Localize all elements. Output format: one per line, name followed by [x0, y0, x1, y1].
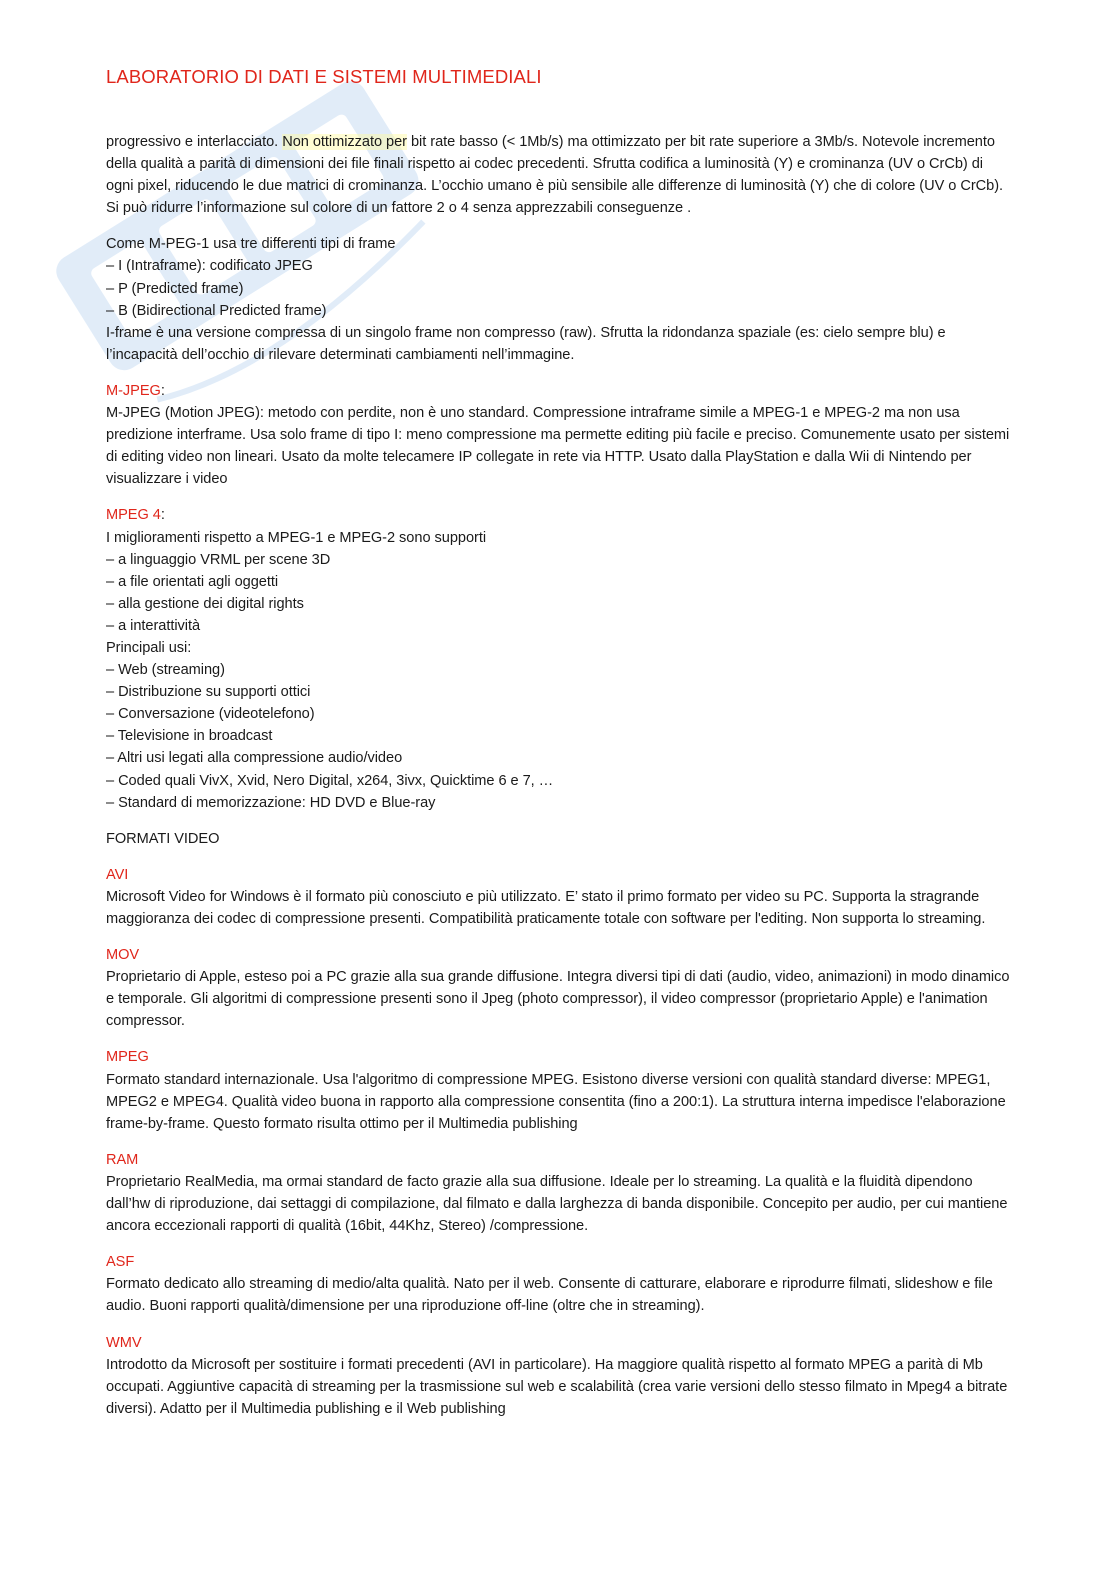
mpeg4-line: – a linguaggio VRML per scene 3D — [106, 551, 331, 568]
mpeg4-colon: : — [160, 507, 165, 524]
mpeg4-line: – Conversazione (videotelefono) — [106, 706, 315, 723]
frames-line: – I (Intraframe): codificato JPEG — [106, 258, 313, 275]
format-title: AVI — [106, 866, 129, 883]
intro-text-cont: bit rate basso (< 1Mb/s) ma ottimizzato per bit rate superiore a 3Mb/s. Notevole incremento della qualità a parità di dimensioni dei file finali rispetto ai codec precedenti. Sfrutta codifica a luminosità (Y) e crominanza (UV o CrCb) di ogni pixel, riducendo le due matrici di crominanza. L’occhio umano è più sensibile alle differenze di luminosità (Y) che di colore (UV o CrCb). Si può ridurre l’informazione sul colore di un fattore 2 o 4 senza apprezzabili conseguenze . — [106, 134, 1004, 217]
mpeg4-line: Principali usi: — [106, 639, 192, 656]
mpeg4-line: I miglioramenti rispetto a MPEG-1 e MPEG-2 sono supporti — [106, 529, 487, 546]
format-text: Proprietario RealMedia, ma ormai standard de facto grazie alla sua diffusione. Ideale per lo streaming. La qualità e la fluidità dipendono dall’hw di riproduzione, dai settaggi di compilazione, dal filmato e dalla larghezza di banda disponibile. Concepito per audio, per cui mantiene ancora eccezionali rapporti di qualità (16bit, 44Khz, Stereo) /compressione. — [106, 1173, 1008, 1235]
format-title: MOV — [106, 947, 140, 964]
mjpeg-colon: : — [160, 382, 165, 399]
intro-text: progressivo e interlacciato. — [106, 134, 283, 150]
mpeg4-line: – a file orientati agli oggetti — [106, 573, 279, 590]
format-title: ASF — [106, 1254, 135, 1271]
mpeg4-line: – Coded quali VivX, Xvid, Nero Digital, x264, 3ivx, Quicktime 6 e 7, … — [106, 772, 554, 789]
format-text: Formato standard internazionale. Usa l'algoritmo di compressione MPEG. Esistono diverse versioni con qualità standard diverse: MPEG1, MPEG2 e MPEG4. Qualità video buona in rapporto alla compressione consentita (fino a 200:1). La struttura interna impedisce l'elaborazione frame-by-frame. Questo formato risulta ottimo per il Multimedia publishing — [106, 1071, 1006, 1132]
mpeg4-line: – Distribuzione su supporti ottici — [106, 684, 311, 701]
mpeg4-line: – Altri usi legati alla compressione audio/video — [106, 750, 403, 767]
mjpeg-section — [106, 380, 1011, 490]
mjpeg-text: M-JPEG (Motion JPEG): metodo con perdite, non è uno standard. Compressione intraframe simile a MPEG-1 e MPEG-2 ma non usa predizione interframe. Usa solo frame di tipo I: meno compressione ma permette editing più facile e preciso. Comunemente usato per sistemi di editing video non lineari. Usato da molte telecamere IP collegate in rete via HTTP. Usato dalla PlayStation e dalla Wii di Nintendo per visualizzare i video — [106, 405, 1010, 488]
page-header: LABORATORIO DI DATI E SISTEMI MULTIMEDIALI — [106, 66, 542, 87]
format-text: Introdotto da Microsoft per sostituire i formati precedenti (AVI in particolare). Ha maggiore qualità rispetto al formato MPEG a parità di Mb occupati. Aggiuntive capacità di streaming per la trasmissione sul web e scalabilità (crea varie versioni dello stesso filmato in Mpeg4 a bitrate diversi). Adatto per il Multimedia publishing e il Web publishing — [106, 1356, 1008, 1417]
document-body — [106, 131, 1011, 1434]
format-text: Formato dedicato allo streaming di medio/alta qualità. Nato per il web. Consente di catturare, elaborare e riprodurre filmati, slideshow e file audio. Buoni rapporti qualità/dimensione per una riproduzione off-line (oltre che in streaming). — [106, 1276, 993, 1315]
format-mov — [106, 944, 1011, 1032]
iframe-description: I-frame è una versione compressa di un singolo frame non compresso (raw). Sfrutta la ridondanza spaziale (es: cielo sempre blu) e l’incapacità dell’occhio di rilevare determinati cambiamenti nell’immagine. — [106, 324, 946, 363]
format-title: RAM — [106, 1151, 139, 1168]
mpeg4-section — [106, 504, 1011, 813]
mpeg4-line: – a interattività — [106, 617, 201, 634]
format-title: WMV — [106, 1334, 142, 1351]
mpeg4-line: – Televisione in broadcast — [106, 728, 273, 745]
format-text: Proprietario di Apple, esteso poi a PC grazie alla sua grande diffusione. Integra diversi tipi di dati (audio, video, animazioni) in modo dinamico e temporale. Gli algoritmi di compressione presenti sono il Jpeg (photo compressor), il video compressor (proprietario Apple) e l'animation compressor. — [106, 969, 1010, 1030]
mpeg4-line: – Web (streaming) — [106, 662, 225, 679]
format-avi — [106, 864, 1011, 930]
format-wmv — [106, 1332, 1011, 1420]
mpeg4-line: – alla gestione dei digital rights — [106, 595, 304, 612]
format-asf — [106, 1251, 1011, 1317]
intro-highlight: Non ottimizzato per — [282, 134, 407, 150]
mjpeg-title: M-JPEG — [106, 382, 161, 399]
mpeg4-line: – Standard di memorizzazione: HD DVD e Blue-ray — [106, 794, 436, 811]
frames-line: – P (Predicted frame) — [106, 280, 244, 297]
format-text: Microsoft Video for Windows è il formato più conosciuto e più utilizzato. E’ stato il primo formato per video su PC. Supporta la stragrande maggioranza dei codec di compressione presenti. Compatibilità praticamente totale con software per l'editing. Non supporta lo streaming. — [106, 888, 986, 927]
formats-heading: FORMATI VIDEO — [106, 830, 220, 847]
intro-paragraph — [106, 131, 1011, 219]
frames-section — [106, 233, 1011, 366]
mpeg4-title: MPEG 4 — [106, 507, 161, 524]
frames-line: Come M-PEG-1 usa tre differenti tipi di frame — [106, 236, 396, 253]
frames-line: – B (Bidirectional Predicted frame) — [106, 302, 327, 319]
format-ram — [106, 1149, 1011, 1237]
format-title: MPEG — [106, 1049, 149, 1066]
format-mpeg — [106, 1046, 1011, 1134]
